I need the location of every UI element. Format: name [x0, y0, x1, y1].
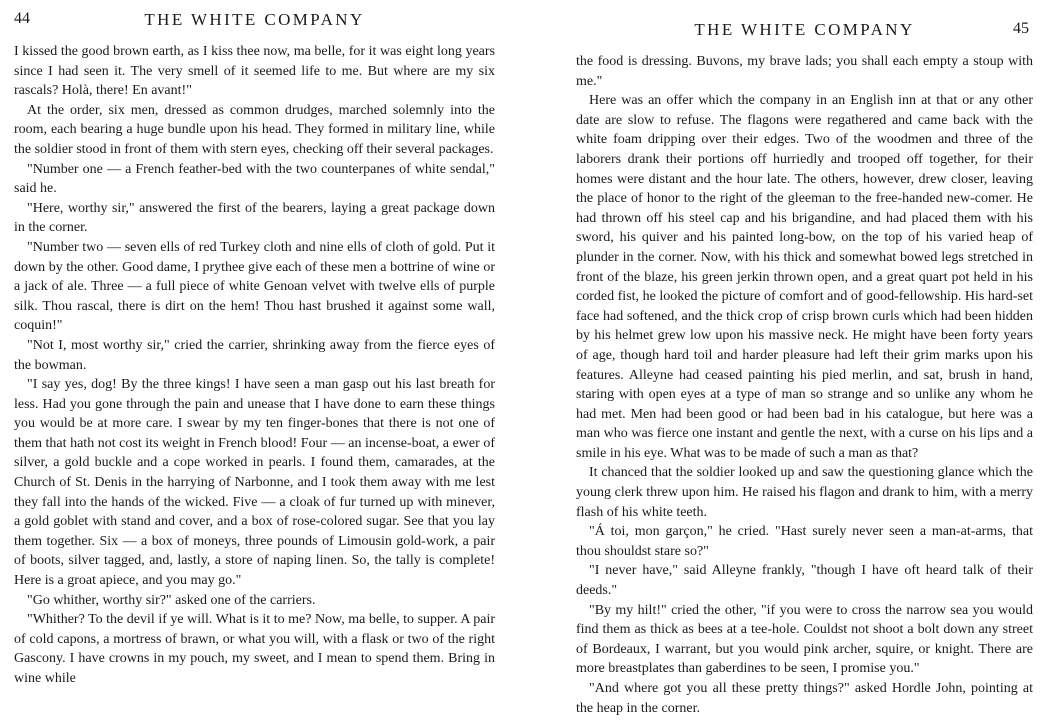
- paragraph: "By my hilt!" cried the other, "if you were to cross the narrow sea you would find them as thick as bees at a tee-hole. Couldst not shoot a bolt down any street of Bordeaux, I warrant, but you would pink archer, squire, or knight. There are more breastplates than gaberdines to be seen, I promise you.": [576, 602, 1033, 677]
- paragraph: "Á toi, mon garçon," he cried. "Hast surely never seen a man-at-arms, that thou shouldst stare so?": [576, 524, 1033, 559]
- paragraph: "I never have," said Alleyne frankly, "though I have oft heard talk of their deeds.": [576, 563, 1033, 599]
- paragraph: At the order, six men, dressed as common drudges, marched solemnly into the room, each bearing a huge bundle upon his head. They formed in military line, while the soldier stood in front of them with stern eyes, checking off their several packages.: [14, 102, 495, 157]
- paragraph: the food is dressing. Buvons, my brave lads; you shall each empty a stoup with me.": [576, 54, 1033, 89]
- right-page: [527, 0, 1053, 722]
- page-number: 45: [1013, 20, 1029, 37]
- paragraph: It chanced that the soldier looked up and saw the questioning glance which the young clerk threw upon him. He raised his flagon and drank to him, with a merry flash of his white teeth.: [576, 465, 1033, 520]
- page-body: [576, 52, 1033, 718]
- paragraph: I kissed the good brown earth, as I kiss thee now, ma belle, for it was eight long years since I had seen it. The very smell of it seemed life to me. But where are my six rascals? Holà, there! En avant!": [14, 44, 495, 99]
- paragraph: "Go whither, worthy sir?" asked one of the carriers.: [27, 592, 316, 608]
- book-title: THE WHITE COMPANY: [144, 10, 365, 29]
- paragraph: "Here, worthy sir," answered the first of the bearers, laying a great package down in the corner.: [14, 200, 495, 236]
- page-body: [14, 42, 495, 689]
- paragraph: "I say yes, dog! By the three kings! I have seen a man gasp out his last breath for less. Had you gone through the pain and unease that I have done to earn these things you would be at more care. I swear by my ten finger-bones that there is not one of them that hath not cost its weight in French blood! Four — an incense-boat, a ewer of silver, a gold buckle and a cope worked in pearls. I found them, camarades, at the Church of St. Denis in the harrying of Narbonne, and I took them away with me lest they fall into the hands of the wicked. Five — a cloak of fur turned up with minever, a gold goblet with stand and cover, and a box of rose-colored sugar. See that you lay them together. Six — a box of moneys, three pounds of Limousin gold-work, a pair of boots, silver tagged, and, lastly, a store of naping linen. So, the tally is complete! Here is a groat apiece, and you may go.": [14, 377, 495, 589]
- paragraph: "Number one — a French feather-bed with the two counterpanes of white sendal," said he.: [14, 161, 495, 197]
- paragraph: "Not I, most worthy sir," cried the carrier, shrinking away from the fierce eyes of the bowman.: [14, 337, 495, 373]
- running-head: [576, 20, 1033, 44]
- page-number: 44: [14, 10, 30, 27]
- paragraph: "Whither? To the devil if ye will. What is it to me? Now, ma belle, to supper. A pair of cold capons, a mortress of brawn, or what you will, with a flask or two of the right Gascony. I have crowns in my pouch, my sweet, and I mean to spend them. Bring in wine while: [14, 612, 495, 686]
- paragraph: Here was an offer which the company in an English inn at that or any other date are slow to refuse. The flagons were regathered and came back with the white foam dripping over their edges. Two of the woodmen and three of the laborers drank their portions off hurriedly and trooped off together, for their homes were distant and the hour late. The others, however, drew closer, leaving the place of honor to the right of the gleeman to the free-handed new-comer. He had thrown off his steel cap and his brigandine, and had placed them with his sword, his quiver and his painted long-bow, on the top of his varied heap of plunder in the corner. Now, with his thick and somewhat bowed legs stretched in front of the blaze, his green jerkin thrown open, and a great quart pot held in his corded fist, he looked the picture of comfort and of good-fellowship. His hard-set face had softened, and the thick crop of crisp brown curls which had been hidden by his helmet grew low upon his massive neck. He might have been forty years of age, though hard toil and harder pleasure had left their grim marks upon his features. Alleyne had ceased painting his pied merlin, and sat, brush in hand, staring with open eyes at a type of man so strange and so unlike any whom he had met. Men had been good or had been bad in his catalogue, but here was a man who was fierce one instant and gentle the next, with a curse on his lips and a smile in his eye. What was to be made of such a man as that?: [576, 93, 1033, 461]
- book-title: THE WHITE COMPANY: [694, 20, 915, 39]
- paragraph: "And where got you all these pretty things?" asked Hordle John, pointing at the heap in the corner.: [576, 681, 1033, 716]
- paragraph: "Number two — seven ells of red Turkey cloth and nine ells of cloth of gold. Put it down by the other. Good dame, I prythee give each of these men a bottrine of wine or a jack of ale. Three — a full piece of white Genoan velvet with twelve ells of purple silk. Thou rascal, there is dirt on the hem! Thou hast brushed it against some wall, coquin!": [14, 239, 495, 334]
- running-head: [14, 10, 495, 34]
